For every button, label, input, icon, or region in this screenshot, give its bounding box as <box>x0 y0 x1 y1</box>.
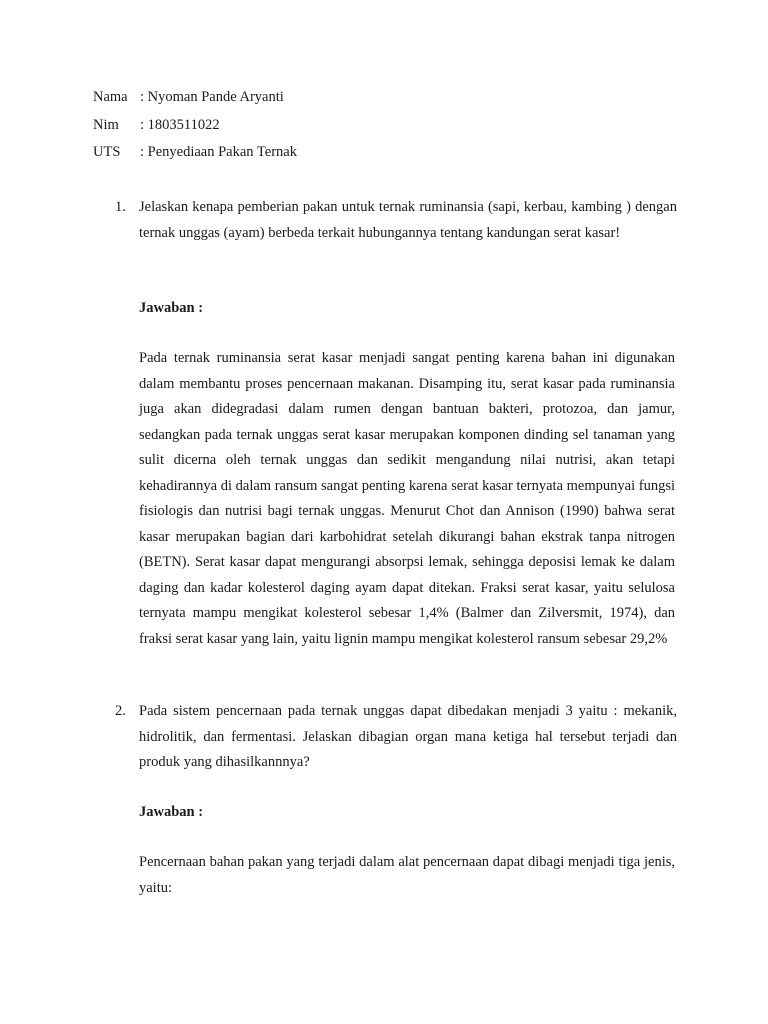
question-text: Pada sistem pencernaan pada ternak unggas dapat dibedakan menjadi 3 yaitu : mekanik, hidrolitik, dan fermentasi. Jelaskan dibagian organ mana ketiga hal tersebut terjadi dan produk yang dihasilkannnya? <box>139 703 677 770</box>
answer-text: Pencernaan bahan pakan yang terjadi dalam alat pencernaan dapat dibagi menjadi tiga jenis, yaitu: <box>139 854 675 896</box>
nama-value: : Nyoman Pande Aryanti <box>140 89 284 105</box>
uts-value: : Penyediaan Pakan Ternak <box>140 144 297 160</box>
question-2 <box>115 699 677 776</box>
uts-label: UTS <box>93 144 121 160</box>
header-nim <box>93 115 220 135</box>
question-number: 2. <box>115 703 126 719</box>
nim-label: Nim <box>93 117 119 133</box>
answer-text: Pada ternak ruminansia serat kasar menjadi sangat penting karena bahan ini digunakan dalam membantu proses pencernaan makanan. Disamping itu, serat kasar pada ruminansia juga akan didegradasi dalam rumen dengan bantuan bakteri, protozoa, dan jamur, sedangkan pada ternak unggas serat kasar merupakan komponen dinding sel tanaman yang sulit dicerna oleh ternak unggas dan sedikit mengandung nilai nutrisi, akan tetapi kehadirannya di dalam ransum sangat penting karena serat kasar ternyata mempunyai fungsi fisiologis dan nutrisi bagi ternak unggas. Menurut Chot dan Annison (1990) bahwa serat kasar merupakan bagian dari karbohidrat setelah dikurangi bahan ekstrak tanpa nitrogen (BETN). Serat kasar dapat mengurangi absorpsi lemak, sehingga deposisi lemak ke dalam daging dan kadar kolesterol daging ayam dapat ditekan. Fraksi serat kasar, yaitu selulosa ternyata mampu mengikat kolesterol sebesar 1,4% (Balmer dan Zilversmit, 1974), dan fraksi serat kasar yang lain, yaitu lignin mampu mengikat kolesterol ransum sebesar 29,2% <box>139 350 675 647</box>
header-nama <box>93 87 284 107</box>
header-uts <box>93 142 297 162</box>
nim-value: : 1803511022 <box>140 117 220 133</box>
answer-label: Jawaban : <box>139 804 204 820</box>
nama-label: Nama <box>93 89 128 105</box>
question-1 <box>115 195 677 246</box>
question-text: Jelaskan kenapa pemberian pakan untuk ternak ruminansia (sapi, kerbau, kambing ) dengan ternak unggas (ayam) berbeda terkait hubungannya tentang kandungan serat kasar! <box>139 199 677 241</box>
answer-label: Jawaban : <box>139 300 204 316</box>
question-number: 1. <box>115 199 126 215</box>
